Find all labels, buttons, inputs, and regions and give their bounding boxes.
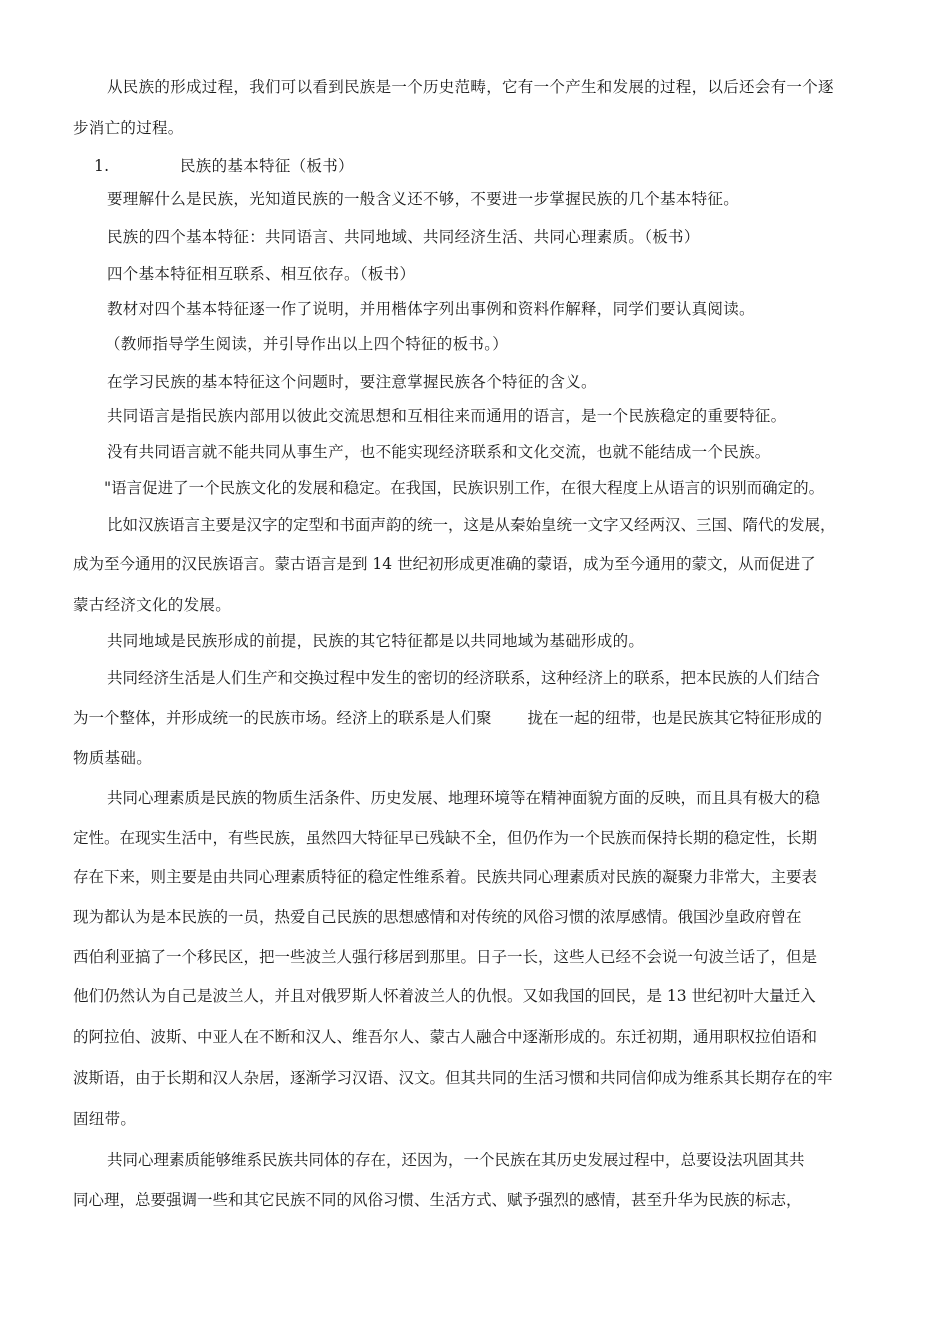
paragraph-line: 定性。在现实生活中，有些民族，虽然四大特征早已残缺不全，但仍作为一个民族而保持长期的稳定性，长期 [73, 829, 818, 847]
paragraph-line: 步消亡的过程。 [73, 119, 184, 137]
paragraph-line: 的阿拉伯、波斯、中亚人在不断和汉人、维吾尔人、蒙古人融合中逐渐形成的。东迁初期，通用职权拉伯语和 [73, 1028, 818, 1046]
paragraph-line: 四个基本特征相互联系、相互依存。（板书） [107, 265, 416, 283]
text-segment: 拢在一起的纽带，也是民族其它特征形成的 [527, 709, 823, 727]
paragraph-line: 共同心理素质是民族的物质生活条件、历史发展、地理环境等在精神面貌方面的反映，而且具有极大的稳 [107, 789, 821, 807]
paragraph-line: 同心理，总要强调一些和其它民族不同的风俗习惯、生活方式、赋予强烈的感情，甚至升华为民族的标志， [73, 1191, 802, 1209]
paragraph-line: 从民族的形成过程，我们可以看到民族是一个历史范畴，它有一个产生和发展的过程，以后还会有一个逐 [107, 78, 834, 96]
paragraph-line: 在学习民族的基本特征这个问题时，要注意掌握民族各个特征的含义。 [107, 373, 597, 391]
paragraph-line: （教师指导学生阅读，并引导作出以上四个特征的板书。） [105, 335, 509, 353]
paragraph-line: 西伯利亚搞了一个移民区，把一些波兰人强行移居到那里。日子一长，这些人已经不会说一句波兰话了，但是 [73, 948, 818, 966]
section-heading [94, 155, 354, 177]
paragraph-line: 教材对四个基本特征逐一作了说明，并用楷体字列出事例和资料作解释，同学们要认真阅读。 [107, 300, 755, 318]
paragraph-line: 他们仍然认为自己是波兰人，并且对俄罗斯人怀着波兰人的仇恨。又如我国的回民，是 13 世纪初叶大量迁入 [73, 987, 816, 1005]
paragraph-line [73, 707, 822, 729]
paragraph-line: 要理解什么是民族，光知道民族的一般含义还不够，不要进一步掌握民族的几个基本特征。 [107, 190, 740, 208]
paragraph-line: 共同语言是指民族内部用以彼此交流思想和互相往来而通用的语言，是一个民族稳定的重要特征。 [107, 407, 787, 425]
paragraph-line: 存在下来，则主要是由共同心理素质特征的稳定性维系着。民族共同心理素质对民族的凝聚力非常大，主要表 [73, 868, 818, 886]
heading-number: 1. [94, 157, 110, 175]
paragraph-line: 共同地域是民族形成的前提，民族的其它特征都是以共同地域为基础形成的。 [107, 632, 645, 650]
paragraph-line: 蒙古经济文化的发展。 [73, 596, 232, 614]
paragraph-line: 物质基础。 [73, 749, 153, 767]
paragraph-line: 固纽带。 [73, 1110, 137, 1128]
paragraph-line: 民族的四个基本特征：共同语言、共同地域、共同经济生活、共同心理素质。（板书） [107, 228, 700, 246]
paragraph-line: 共同心理素质能够维系民族共同体的存在，还因为，一个民族在其历史发展过程中，总要设法巩固其共 [107, 1151, 805, 1169]
paragraph-line: 比如汉族语言主要是汉字的定型和书面声韵的统一，这是从秦始皇统一文字又经两汉、三国、隋代的发展， [107, 516, 836, 534]
heading-text: 民族的基本特征（板书） [180, 157, 354, 175]
paragraph-line: 现为都认为是本民族的一员，热爱自己民族的思想感情和对传统的风俗习惯的浓厚感情。俄国沙皇政府曾在 [73, 908, 802, 926]
paragraph-line: 成为至今通用的汉民族语言。蒙古语言是到 14 世纪初形成更准确的蒙语，成为至今通用的蒙文，从而促进了 [73, 555, 816, 573]
text-segment: 为一个整体，并形成统一的民族市场。经济上的联系是人们聚 [73, 709, 492, 727]
paragraph-line: 波斯语，由于长期和汉人杂居，逐渐学习汉语、汉文。但其共同的生活习惯和共同信仰成为维系其长期存在的牢 [73, 1069, 833, 1087]
paragraph-line: 共同经济生活是人们生产和交换过程中发生的密切的经济联系，这种经济上的联系，把本民族的人们结合 [107, 669, 821, 687]
paragraph-line: 没有共同语言就不能共同从事生产，也不能实现经济联系和文化交流，也就不能结成一个民族。 [107, 443, 771, 461]
paragraph-line: "语言促进了一个民族文化的发展和稳定。在我国，民族识别工作，在很大程度上从语言的识别而确定的。 [104, 479, 825, 497]
